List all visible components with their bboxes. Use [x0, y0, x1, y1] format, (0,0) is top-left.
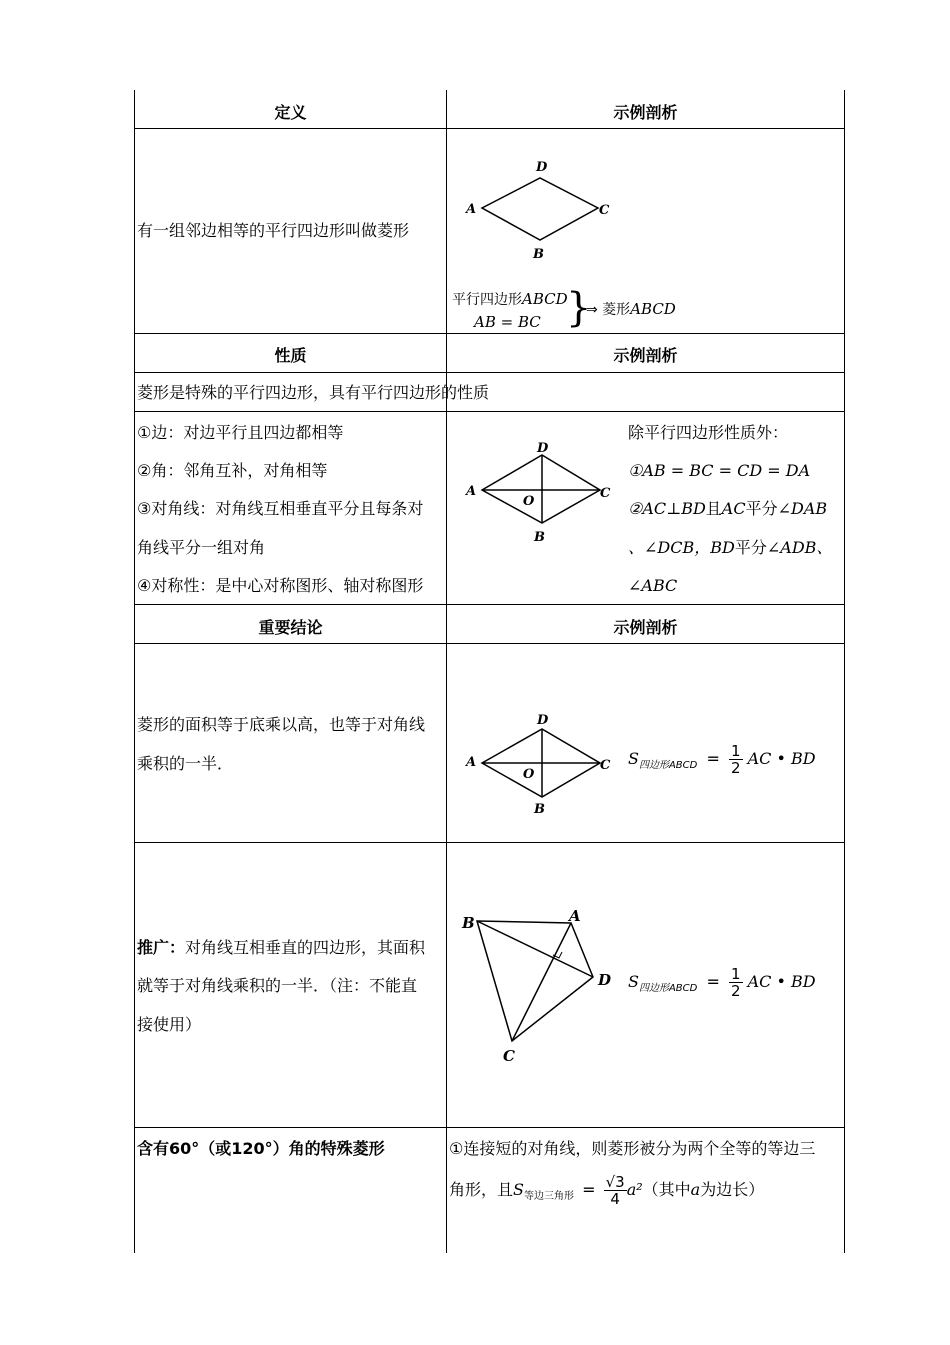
special-text-b: （其中	[642, 1180, 691, 1199]
area-formula-1	[628, 743, 816, 776]
right-brace: }	[566, 285, 592, 331]
special-s: S	[513, 1180, 524, 1199]
table-border-left	[134, 90, 135, 1253]
property-note-4	[628, 528, 832, 567]
definition-text: 有一组邻边相等的平行四边形叫做菱形	[137, 221, 410, 240]
note3-d: 平分	[745, 499, 778, 518]
formula-den: 2	[730, 982, 741, 1000]
vertex-label-b: B	[462, 914, 475, 932]
property-note-2: ①AB = BC = CD = DA	[628, 461, 811, 480]
definition-condition	[452, 289, 568, 331]
special-a2: a²	[626, 1180, 643, 1199]
vertex-label-a: A	[466, 484, 477, 499]
vertex-label-a: A	[569, 907, 581, 925]
note3-b: 且	[705, 499, 722, 518]
note4-d: ∠ADB、	[766, 538, 833, 557]
header-example: 示例剖析	[613, 103, 678, 122]
vertex-label-o: O	[523, 494, 535, 509]
property-note-1: 除平行四边形性质外：	[628, 423, 789, 442]
formula-sub: 四边形ABCD	[638, 760, 698, 771]
cond1-text: 平行四边形	[452, 292, 522, 308]
special-num: √3	[605, 1173, 625, 1191]
property-item: ③对角线：对角线互相垂直平分且每条对	[137, 499, 424, 518]
property-intro: 菱形是特殊的平行四边形，具有平行四边形的性质	[137, 383, 490, 402]
vertex-label-b: B	[534, 530, 545, 545]
vertex-label-c: C	[503, 1047, 515, 1065]
special-line1: ①连接短的对角线，则菱形被分为两个全等的等边三	[449, 1139, 816, 1158]
property-note-3	[628, 489, 827, 528]
note3-c: AC	[721, 499, 746, 518]
cond1-math: ABCD	[522, 290, 568, 308]
header-example: 示例剖析	[613, 346, 678, 365]
vertex-label-a: A	[466, 202, 477, 217]
special-den: 4	[610, 1190, 620, 1208]
header-conclusion: 重要结论	[258, 618, 323, 637]
vertex-label-d: D	[537, 441, 549, 456]
property-item: 角线平分一组对角	[137, 538, 266, 557]
special-fraction	[604, 1174, 627, 1207]
vertex-label-o: O	[523, 767, 535, 782]
formula-den: 2	[730, 759, 741, 777]
implies-text: ⇒ 菱形	[586, 302, 631, 318]
property-note-5: ∠ABC	[628, 576, 678, 595]
vertex-label-a: A	[466, 755, 477, 770]
row-divider	[134, 128, 845, 129]
property-item: ④对称性：是中心对称图形、轴对称图形	[137, 576, 424, 595]
quadrilateral-shape	[477, 921, 593, 1041]
special-text-a: 角形，且	[449, 1180, 514, 1199]
vertex-label-d: D	[536, 160, 548, 175]
vertex-label-b: B	[534, 802, 545, 817]
quadrilateral-diagram	[455, 900, 625, 1070]
row-divider	[134, 842, 845, 843]
conclusion2-text1: 对角线互相垂直的四边形，其面积	[185, 938, 426, 957]
area-formula-2	[628, 966, 816, 999]
formula-sub: 四边形ABCD	[638, 983, 698, 994]
formula-num: 1	[730, 742, 741, 760]
formula-rest: AC • BD	[747, 972, 816, 991]
formula-s: S	[628, 749, 639, 768]
header-definition: 定义	[274, 103, 307, 122]
special-text-d: 为边长）	[700, 1180, 765, 1199]
vertex-label-c: C	[599, 203, 610, 218]
table-divider-middle	[446, 90, 447, 1253]
rhombus-diagram-1	[460, 155, 620, 265]
definition-result	[586, 299, 676, 319]
conclusion1-line2: 乘积的一半．	[137, 754, 234, 773]
cond2-math: AB = BC	[474, 313, 541, 331]
conclusion1-line1: 菱形的面积等于底乘以高，也等于对角线	[137, 715, 426, 734]
row-divider	[134, 333, 845, 334]
formula-eq: =	[706, 972, 720, 991]
conclusion2-line3: 接使用）	[137, 1015, 202, 1034]
special-rhombus-title: 含有60°（或120°）角的特殊菱形	[137, 1139, 385, 1158]
note4-a: 、∠DCB，	[628, 538, 711, 557]
diagonal-ac	[512, 923, 571, 1041]
row-divider	[134, 1127, 845, 1128]
property-item: ①边：对边平行且四边都相等	[137, 423, 344, 442]
result-math: ABCD	[630, 300, 676, 318]
conclusion2-line2: 就等于对角线乘积的一半．（注：不能直	[137, 976, 418, 995]
rhombus-diagram-3	[460, 707, 620, 819]
vertex-label-b: B	[533, 247, 544, 262]
header-example: 示例剖析	[613, 618, 678, 637]
header-property: 性质	[274, 346, 307, 365]
rhombus-shape	[482, 178, 598, 240]
note4-c: 平分	[734, 538, 767, 557]
note3-a: ②AC⊥BD	[628, 499, 706, 518]
note4-b: BD	[710, 538, 735, 557]
table-border-right	[844, 90, 845, 1253]
special-text-c: a	[690, 1180, 701, 1199]
formula-fraction	[729, 743, 743, 776]
formula-num: 1	[730, 965, 741, 983]
diagonal-bd	[477, 921, 593, 977]
formula-fraction	[729, 966, 743, 999]
rhombus-diagram-2	[460, 435, 620, 545]
vertex-label-c: C	[600, 758, 611, 773]
vertex-label-d: D	[537, 713, 549, 728]
vertex-label-c: C	[600, 486, 611, 501]
formula-eq: =	[706, 749, 720, 768]
conclusion2-line1	[137, 928, 425, 967]
property-item: ②角：邻角互补，对角相等	[137, 461, 328, 480]
generalization-label: 推广：	[137, 938, 186, 957]
special-line2	[449, 1170, 764, 1217]
vertex-label-d: D	[598, 971, 612, 989]
special-sub: 等边三角形	[523, 1191, 574, 1202]
formula-rest: AC • BD	[747, 749, 816, 768]
formula-s: S	[628, 972, 639, 991]
special-eq: =	[582, 1180, 596, 1199]
note3-e: ∠DAB	[777, 499, 828, 518]
rhombus-shape	[482, 455, 600, 523]
row-divider	[134, 643, 845, 644]
